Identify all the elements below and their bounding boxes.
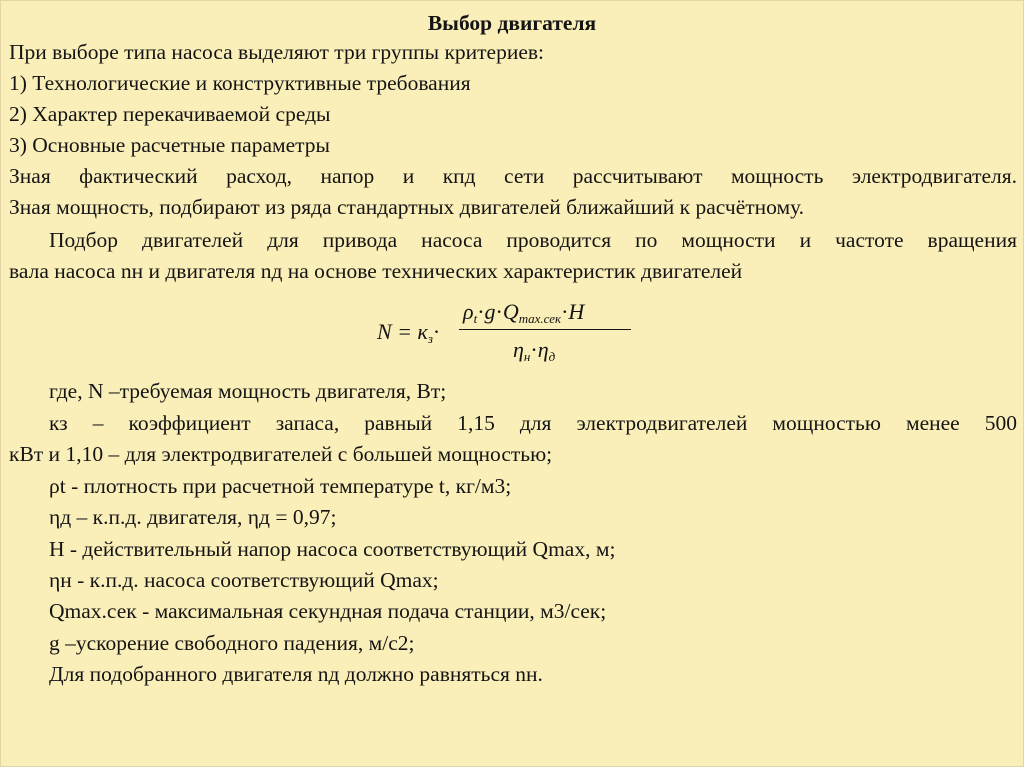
definition-line: g –ускорение свободного падения, м/с2; (49, 631, 415, 655)
definition-line: кз – коэффициент запаса, равный 1,15 для электродвигателей мощностью менее 500 (49, 411, 1017, 435)
definition-line: Н - действительный напор насоса соответствующий Qmax, м; (49, 537, 616, 561)
paragraph-line: вала насоса nн и двигателя nд на основе технических характеристик двигателей (9, 259, 743, 283)
fraction-bar (459, 329, 631, 330)
paragraph-line: Зная фактический расход, напор и кпд сети рассчитывают мощность электродвигателя. (9, 164, 1017, 188)
paragraph-line: Зная мощность, подбирают из ряда стандартных двигателей ближайший к расчётному. (9, 195, 805, 219)
definition-line: где, N –требуемая мощность двигателя, Вт; (49, 379, 447, 403)
criteria-item-2: 2) Характер перекачиваемой среды (9, 102, 331, 126)
formula-lhs: $N = к_з\cdot$ (377, 319, 441, 346)
definition-line: кВт и 1,10 – для электродвигателей с большей мощностью; (9, 442, 553, 466)
page-title: Выбор двигателя (427, 11, 597, 35)
definition-line: ηд – к.п.д. двигателя, ηд = 0,97; (49, 505, 337, 529)
definition-line: ηн - к.п.д. насоса соответствующий Qmax; (49, 568, 439, 592)
formula-denominator: $\eta_н\cdot\eta_д$ (513, 337, 556, 364)
formula-numerator: $\rho_t\cdot g\cdot Q_{max.сек}\cdot H$ (463, 299, 585, 326)
intro-line: При выборе типа насоса выделяют три группы критериев: (9, 40, 545, 64)
paragraph-line: Подбор двигателей для привода насоса проводится по мощности и частоте вращения (49, 228, 1017, 252)
definition-line: Qmax.сек - максимальная секундная подача станции, м3/сек; (49, 599, 607, 623)
definition-line: Для подобранного двигателя nд должно равняться nн. (49, 662, 543, 686)
criteria-item-1: 1) Технологические и конструктивные требования (9, 71, 471, 95)
definition-line: ρt - плотность при расчетной температуре t, кг/м3; (49, 474, 512, 498)
power-formula (377, 295, 637, 379)
criteria-item-3: 3) Основные расчетные параметры (9, 133, 330, 157)
